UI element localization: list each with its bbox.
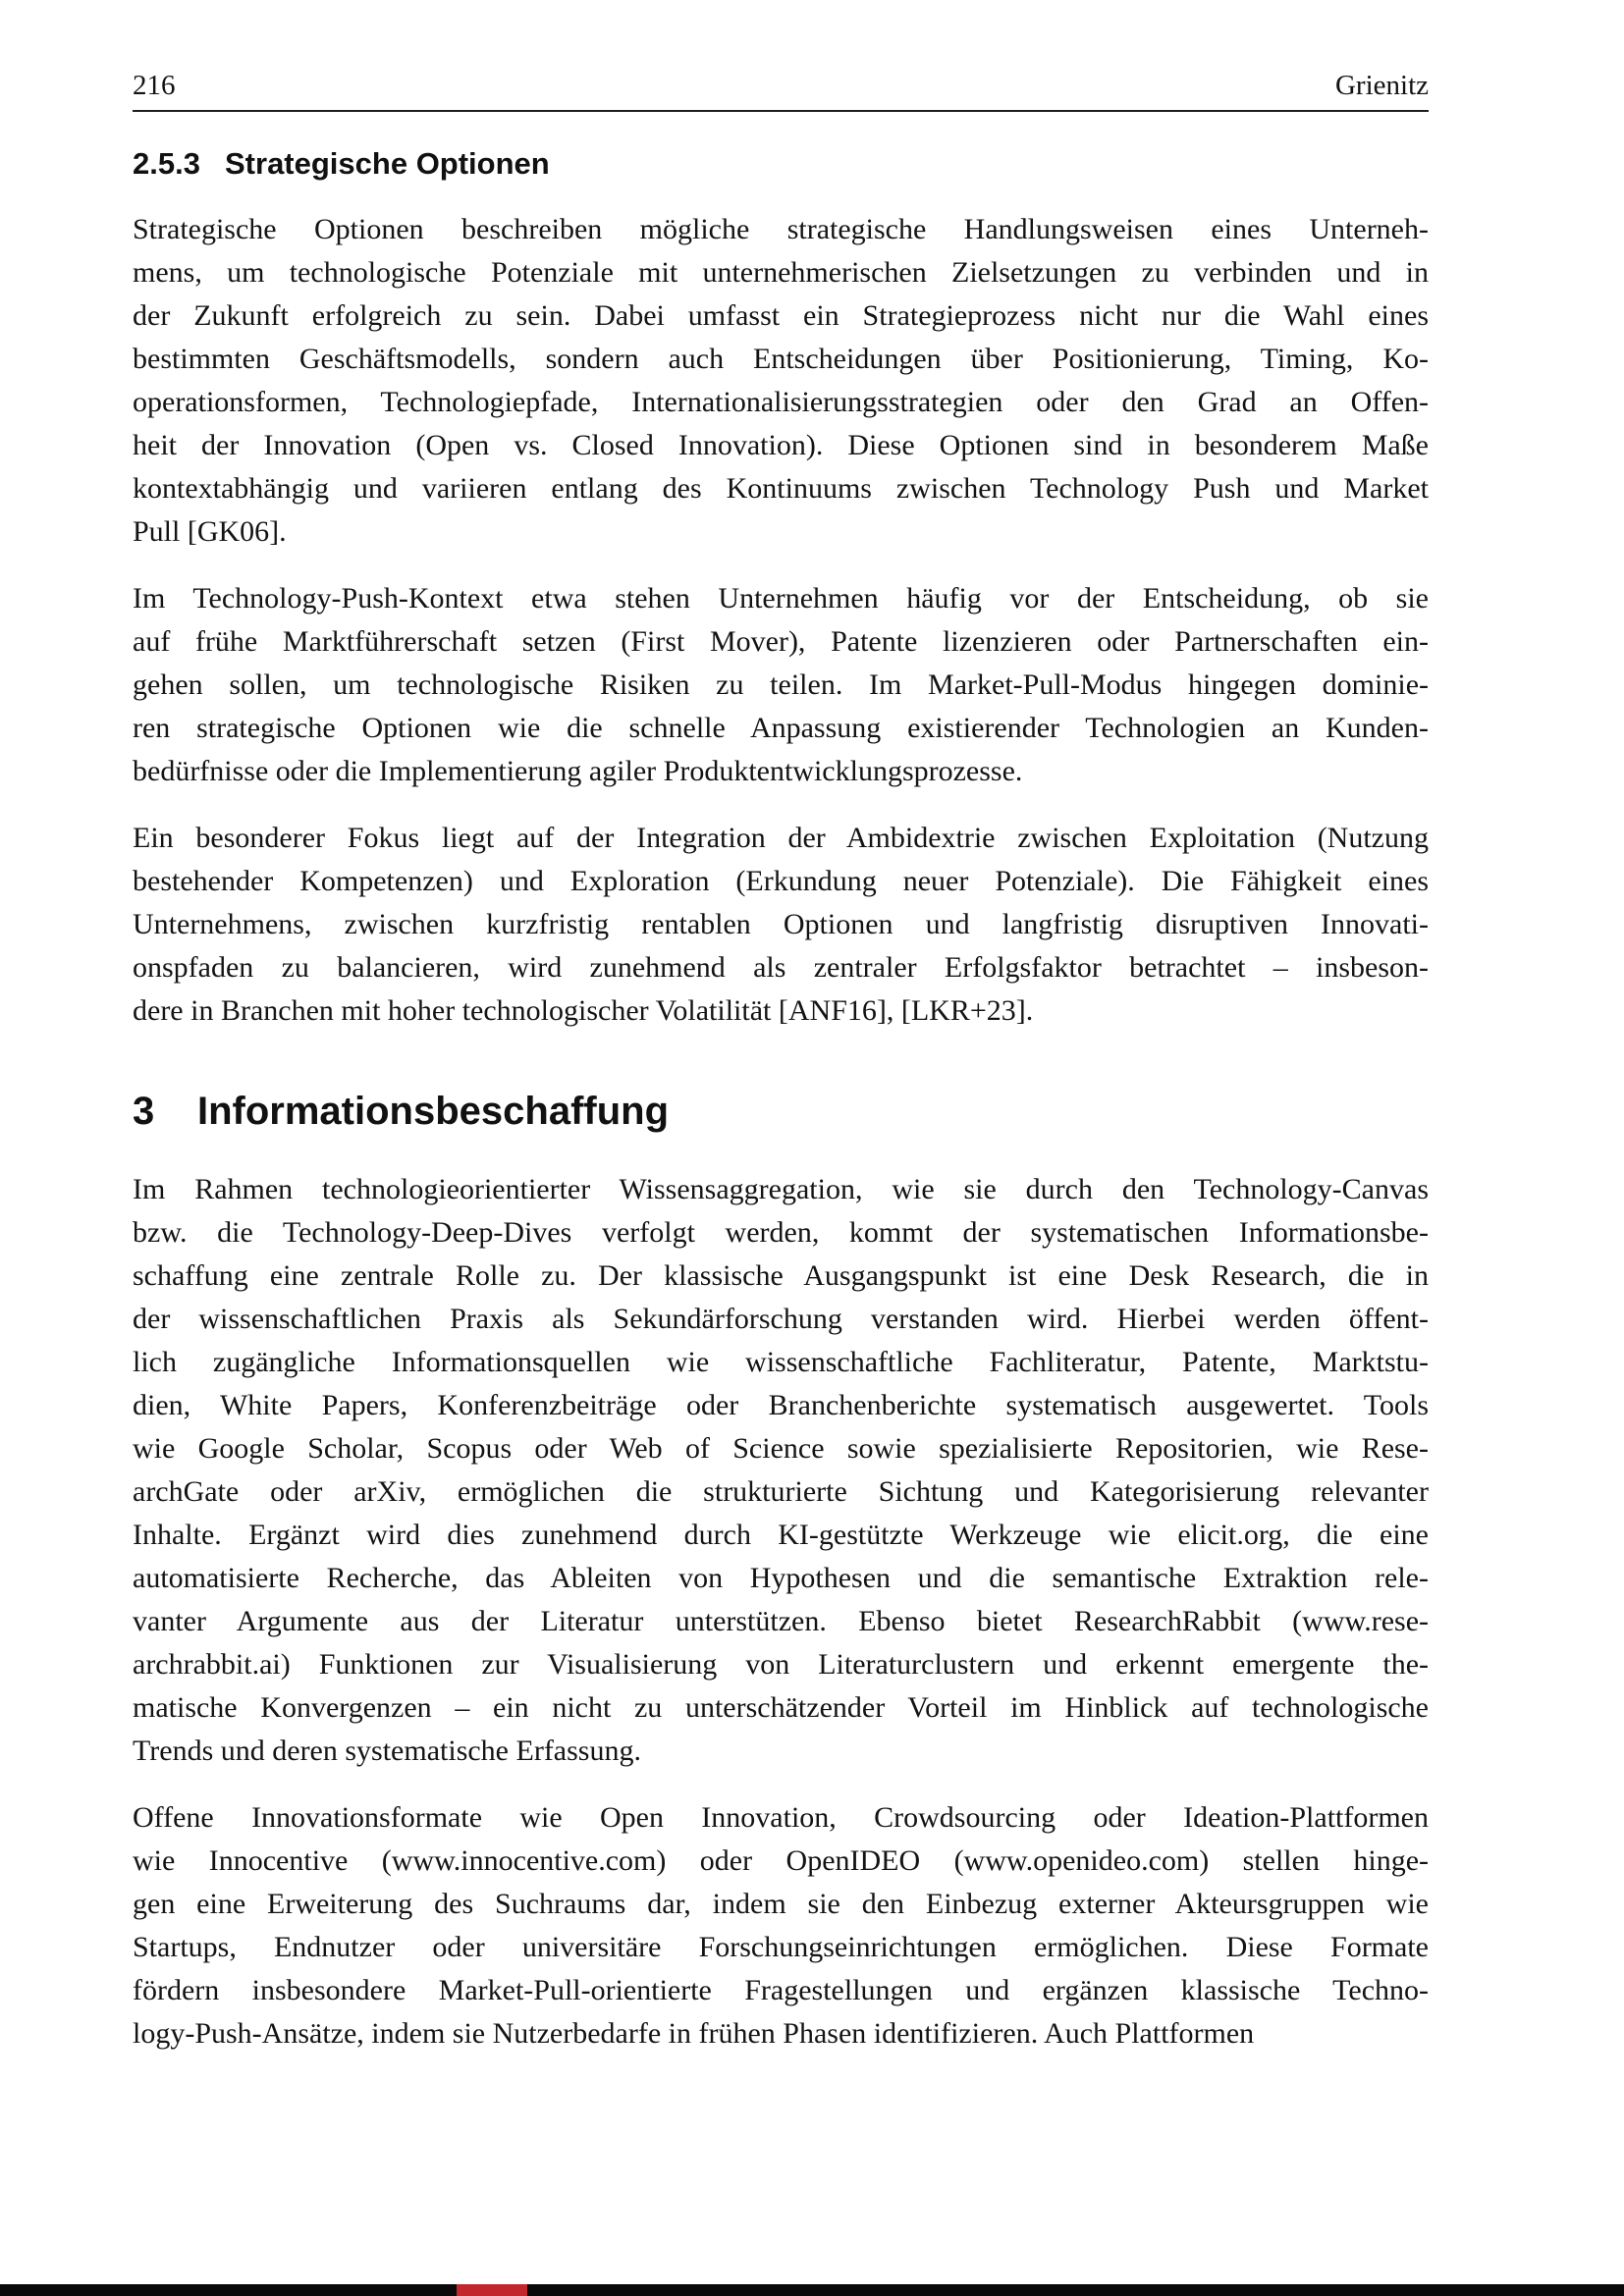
- text-line: matische Konvergenzen – ein nicht zu unterschätzender Vorteil im Hinblick auf technologische: [133, 1691, 1429, 1724]
- page-number: 216: [133, 70, 176, 101]
- heading-title: Informationsbeschaffung: [197, 1090, 670, 1133]
- text-line: der wissenschaftlichen Praxis als Sekundärforschung verstanden wird. Hierbei werden öffent-: [133, 1303, 1429, 1335]
- text-line: archGate oder arXiv, ermöglichen die strukturierte Sichtung und Kategorisierung relevanter: [133, 1475, 1429, 1508]
- text-line: schaffung eine zentrale Rolle zu. Der klassische Ausgangspunkt ist eine Desk Research, die in: [133, 1259, 1429, 1292]
- text-line: archrabbit.ai) Funktionen zur Visualisierung von Literaturclustern und erkennt emergente the-: [133, 1648, 1429, 1681]
- text-line: wie Google Scholar, Scopus oder Web of Science sowie spezialisierte Repositorien, wie Rese-: [133, 1432, 1429, 1465]
- text-line: dien, White Papers, Konferenzbeiträge oder Branchenberichte systematisch ausgewertet. Tools: [133, 1389, 1429, 1421]
- text-line: gen eine Erweiterung des Suchraums dar, indem sie den Einbezug externer Akteursgruppen wie: [133, 1888, 1429, 1920]
- paragraph: [133, 817, 1429, 1033]
- heading-title: Strategische Optionen: [225, 146, 550, 181]
- chapter-heading: [133, 1088, 1429, 1135]
- text-line: heit der Innovation (Open vs. Closed Innovation). Diese Optionen sind in besonderem Maße: [133, 429, 1429, 461]
- text-line: operationsformen, Technologiepfade, Internationalisierungsstrategien oder den Grad an Offen-: [133, 386, 1429, 418]
- running-head: Grienitz: [1334, 70, 1429, 101]
- text-line: der Zukunft erfolgreich zu sein. Dabei umfasst ein Strategieprozess nicht nur die Wahl eines: [133, 299, 1429, 332]
- text-line: vanter Argumente aus der Literatur unterstützen. Ebenso bietet ResearchRabbit (www.rese-: [133, 1605, 1429, 1637]
- text-line: Offene Innovationsformate wie Open Innovation, Crowdsourcing oder Ideation-Plattformen: [133, 1801, 1429, 1834]
- text-line: bestehender Kompetenzen) und Exploration (Erkundung neuer Potenziale). Die Fähigkeit eines: [133, 865, 1429, 897]
- paragraph: [133, 577, 1429, 793]
- text-line: gehen sollen, um technologische Risiken zu teilen. Im Market-Pull-Modus hingegen dominie-: [133, 668, 1429, 701]
- text-line: dere in Branchen mit hoher technologischer Volatilität [ANF16], [LKR+23].: [133, 994, 1034, 1027]
- paragraph: [133, 208, 1429, 554]
- paragraph: [133, 1796, 1429, 2056]
- text-line: bzw. die Technology-Deep-Dives verfolgt werden, kommt der systematischen Informationsbe-: [133, 1216, 1429, 1249]
- text-line: wie Innocentive (www.innocentive.com) oder OpenIDEO (www.openideo.com) stellen hinge-: [133, 1844, 1429, 1877]
- text-line: Startups, Endnutzer oder universitäre Forschungseinrichtungen ermöglichen. Diese Formate: [133, 1931, 1429, 1963]
- page-header: [133, 69, 1429, 102]
- page-content: [133, 118, 1429, 2079]
- heading-number: 2.5.3: [133, 146, 200, 181]
- text-line: Im Technology-Push-Kontext etwa stehen Unternehmen häufig vor der Entscheidung, ob sie: [133, 582, 1429, 614]
- text-line: bedürfnisse oder die Implementierung agiler Produktentwicklungsprozesse.: [133, 755, 1023, 787]
- text-line: auf frühe Marktführerschaft setzen (First Mover), Patente lizenzieren oder Partnerschaften ein-: [133, 625, 1429, 658]
- text-line: automatisierte Recherche, das Ableiten von Hypothesen und die semantische Extraktion rele-: [133, 1562, 1429, 1594]
- scan-artifact-accent: [457, 2284, 527, 2296]
- text-line: ren strategische Optionen wie die schnelle Anpassung existierender Technologien an Kunden-: [133, 712, 1429, 744]
- text-line: Trends und deren systematische Erfassung.: [133, 1735, 641, 1767]
- text-line: Strategische Optionen beschreiben mögliche strategische Handlungsweisen eines Unterneh-: [133, 213, 1429, 245]
- header-rule: [133, 110, 1429, 112]
- text-line: Pull [GK06].: [133, 515, 287, 548]
- scan-artifact-bar: [0, 2284, 1624, 2296]
- text-line: logy-Push-Ansätze, indem sie Nutzerbedarfe in frühen Phasen identifizieren. Auch Plattformen: [133, 2017, 1255, 2050]
- text-line: Unternehmens, zwischen kurzfristig rentablen Optionen und langfristig disruptiven Innovati-: [133, 908, 1429, 940]
- text-line: bestimmten Geschäftsmodells, sondern auch Entscheidungen über Positionierung, Timing, Ko-: [133, 343, 1429, 375]
- text-line: onspfaden zu balancieren, wird zunehmend als zentraler Erfolgsfaktor betrachtet – insbeson-: [133, 951, 1429, 984]
- paragraph: [133, 1168, 1429, 1773]
- text-line: Im Rahmen technologieorientierter Wissensaggregation, wie sie durch den Technology-Canvas: [133, 1173, 1429, 1205]
- text-line: lich zugängliche Informationsquellen wie wissenschaftliche Fachliteratur, Patente, Marktstu-: [133, 1346, 1429, 1378]
- text-line: Ein besonderer Fokus liegt auf der Integration der Ambidextrie zwischen Exploitation (Nutzung: [133, 822, 1429, 854]
- section-heading: [133, 145, 1429, 183]
- heading-number: 3: [133, 1090, 155, 1133]
- text-line: kontextabhängig und variieren entlang des Kontinuums zwischen Technology Push und Market: [133, 472, 1429, 505]
- text-line: fördern insbesondere Market-Pull-orientierte Fragestellungen und ergänzen klassische Techno-: [133, 1974, 1429, 2006]
- text-line: Inhalte. Ergänzt wird dies zunehmend durch KI-gestützte Werkzeuge wie elicit.org, die eine: [133, 1519, 1429, 1551]
- text-line: mens, um technologische Potenziale mit unternehmerischen Zielsetzungen zu verbinden und in: [133, 256, 1429, 289]
